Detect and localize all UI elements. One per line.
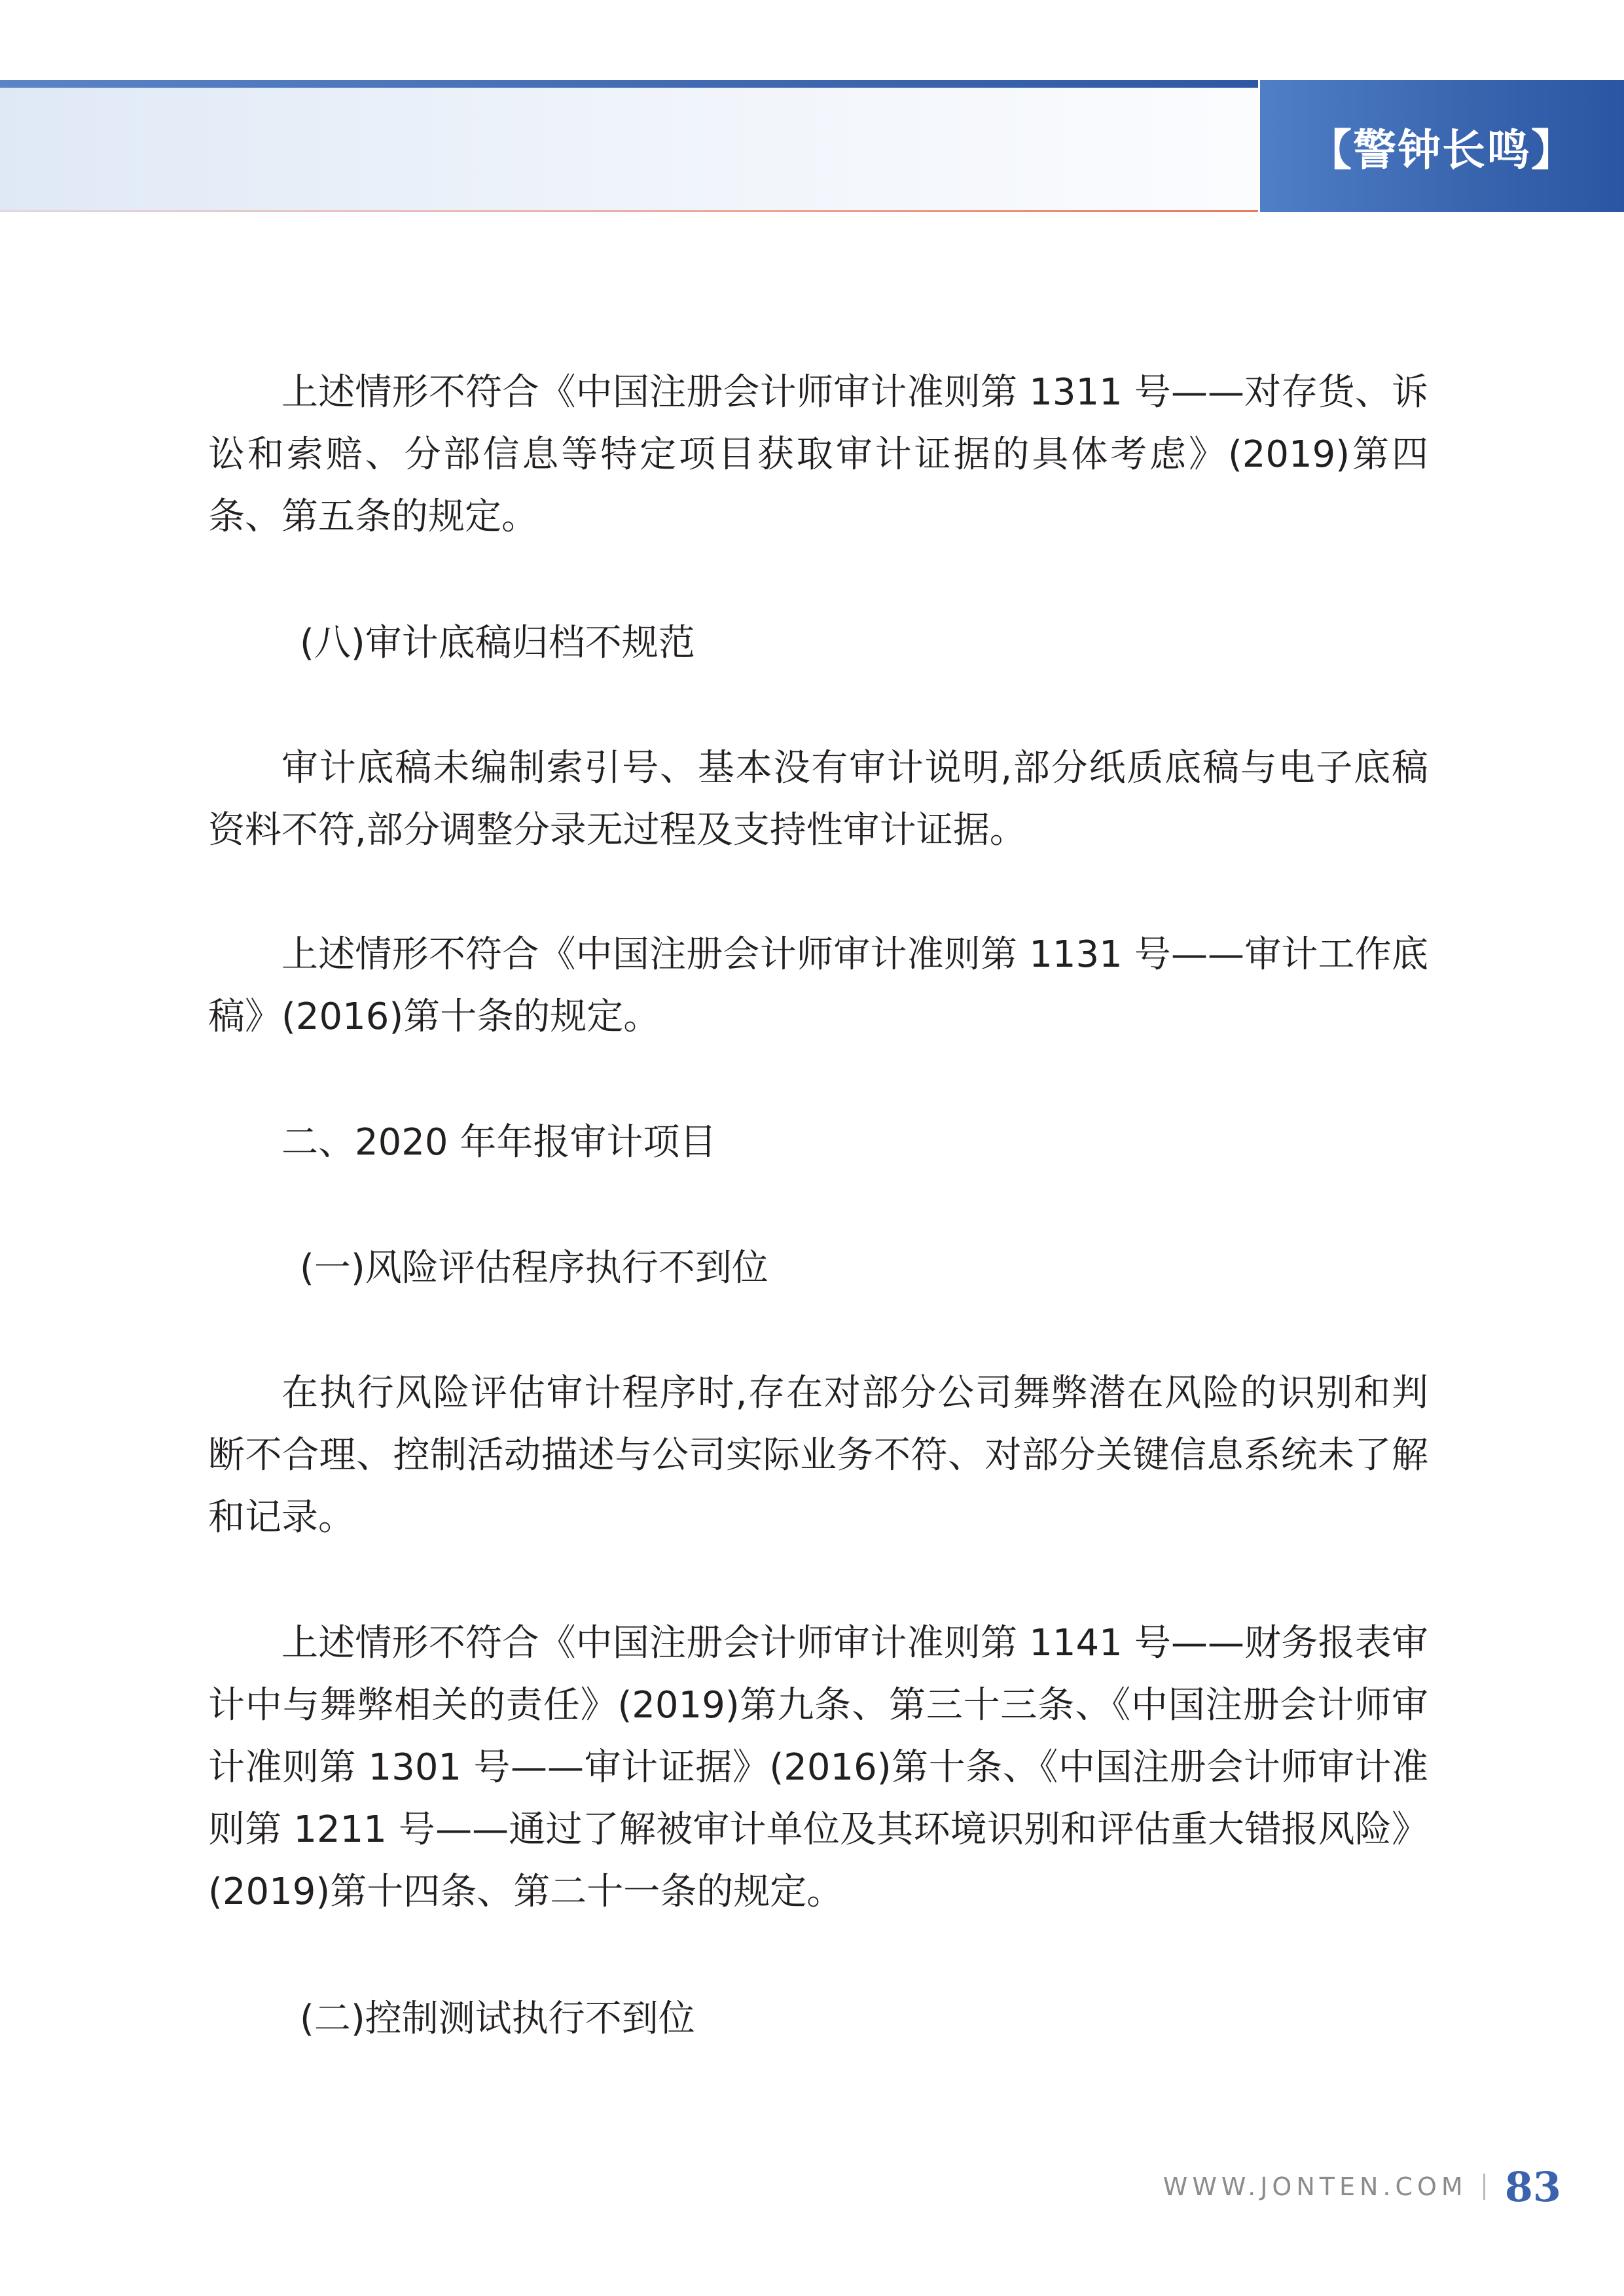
heading-control-testing: (二)控制测试执行不到位 xyxy=(300,1998,695,2040)
paragraph-archive-issues: 审计底稿未编制索引号、基本没有审计说明,部分纸质底稿与电子底稿资料不符,部分调整分录无过程及支持性审计证据。 xyxy=(208,747,1428,852)
paragraph-risk-assessment-issues: 在执行风险评估审计程序时,存在对部分公司舞弊潜在风险的识别和判断不合理、控制活动描述与公司实际业务不符、对部分关键信息系统未了解和记录。 xyxy=(208,1372,1428,1539)
paragraph-standard-1311: 上述情形不符合《中国注册会计师审计准则第 1311 号——对存货、诉讼和索赔、分部信息等特定项目获取审计证据的具体考虑》(2019)第四条、第五条的规定。 xyxy=(208,371,1428,538)
footer-website: WWW.JONTEN.COM xyxy=(1163,2172,1468,2201)
header-band xyxy=(0,88,1258,212)
heading-archive-irregular: (八)审计底稿归档不规范 xyxy=(300,622,695,664)
section-tab xyxy=(1260,80,1624,212)
footer-divider xyxy=(1483,2174,1485,2200)
page-number: 83 xyxy=(1504,2162,1561,2211)
heading-section-two: 二、2020 年年报审计项目 xyxy=(281,1121,717,1164)
paragraph-standards-1141-1301-1211: 上述情形不符合《中国注册会计师审计准则第 1141 号——财务报表审计中与舞弊相关的责任》(2019)第九条、第三十三条、《中国注册会计师审计准则第 1301 号——审计证据》(2016)第十条、《中国注册会计师审计准则第 1211 号——通过了解被审计单位及其环境识别和评估重大错报风险》(2019)第十四条、第二十一条的规定。 xyxy=(208,1622,1428,1913)
header-accent-line xyxy=(0,210,1258,212)
paragraph-standard-1131: 上述情形不符合《中国注册会计师审计准则第 1131 号——审计工作底稿》(2016)第十条的规定。 xyxy=(208,933,1428,1038)
page-footer xyxy=(1163,2157,1561,2216)
section-tab-label: 【警钟长鸣】 xyxy=(1308,124,1576,175)
heading-risk-assessment: (一)风险评估程序执行不到位 xyxy=(300,1247,768,1289)
header-top-line xyxy=(0,80,1258,88)
